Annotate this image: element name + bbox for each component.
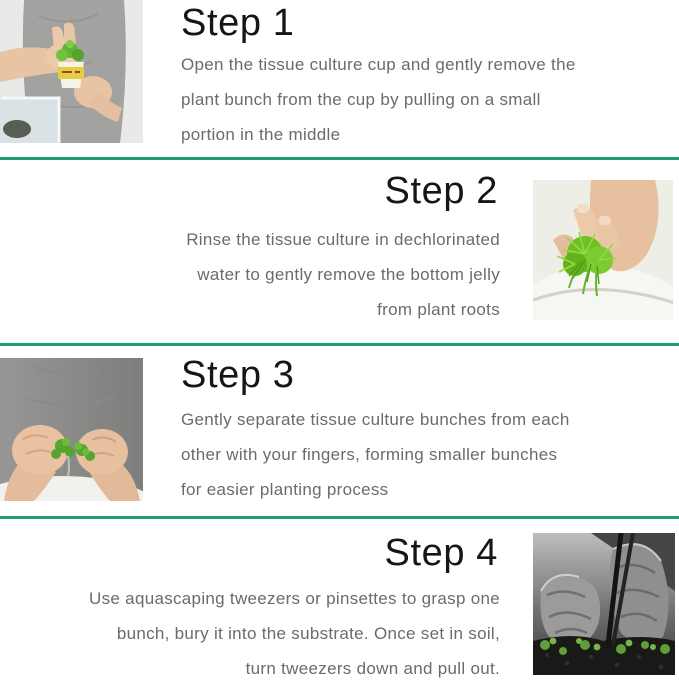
rinsing-tissue-culture-over-bowl-photo — [533, 180, 673, 320]
step-2-section — [0, 160, 679, 343]
hands-opening-tissue-culture-cup-photo — [0, 0, 143, 143]
step-3-section — [0, 346, 679, 516]
description-line: for easier planting process — [181, 480, 389, 499]
description-line: turn tweezers down and pull out. — [245, 659, 500, 678]
description-line: Open the tissue culture cup and gently remove the — [181, 55, 576, 74]
description-line: from plant roots — [377, 300, 500, 319]
step-4-section — [0, 519, 679, 683]
step-1-section — [0, 0, 679, 157]
description-line: plant bunch from the cup by pulling on a small — [181, 90, 541, 109]
step-1-title: Step 1 — [181, 2, 295, 44]
step-1-description — [181, 47, 631, 152]
description-line: Rinse the tissue culture in dechlorinated — [186, 230, 500, 249]
description-line: bunch, bury it into the substrate. Once set in soil, — [116, 624, 500, 643]
step-2-title: Step 2 — [384, 170, 498, 212]
step-2-description — [60, 222, 500, 327]
step-4-description — [30, 581, 500, 683]
step-3-title: Step 3 — [181, 354, 295, 396]
step-4-title: Step 4 — [384, 532, 498, 574]
description-line: Use aquascaping tweezers or pinsettes to grasp one — [89, 589, 500, 608]
description-line: other with your fingers, forming smaller bunches — [181, 445, 558, 464]
separating-plant-bunches-with-fingers-photo — [0, 358, 143, 501]
description-line: water to gently remove the bottom jelly — [197, 265, 500, 284]
description-line: portion in the middle — [181, 125, 341, 144]
step-3-description — [181, 402, 631, 507]
description-line: Gently separate tissue culture bunches from each — [181, 410, 570, 429]
planting-with-tweezers-into-substrate-photo — [533, 533, 675, 675]
